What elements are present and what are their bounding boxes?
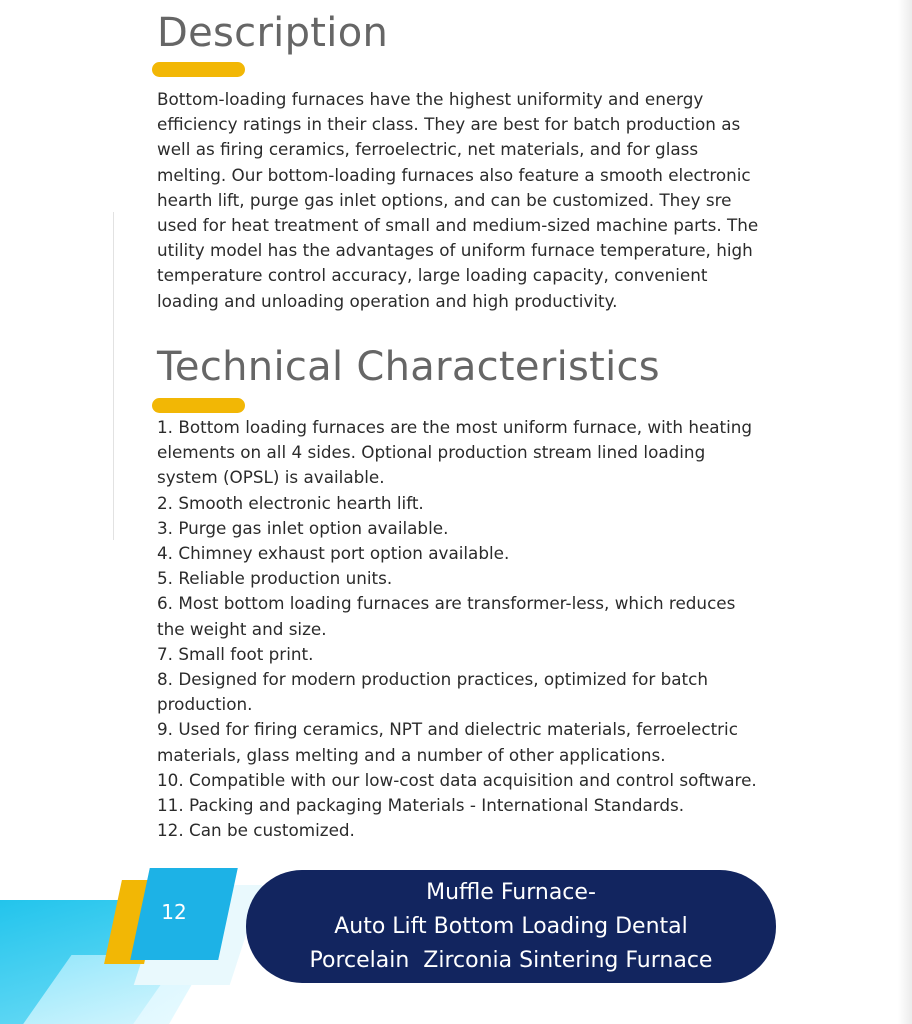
list-item: 12. Can be customized. bbox=[157, 820, 355, 841]
technical-heading-underline bbox=[152, 398, 245, 413]
list-item: 2. Smooth electronic hearth lift. bbox=[157, 492, 424, 513]
list-item: 11. Packing and packaging Materials - International Standards. bbox=[157, 795, 685, 816]
product-title-line: Porcelain Zirconia Sintering Furnace bbox=[309, 947, 713, 973]
description-heading-underline bbox=[152, 62, 245, 77]
list-item: 7. Small foot print. bbox=[157, 643, 314, 664]
list-item: 5. Reliable production units. bbox=[157, 568, 393, 589]
left-margin-rule bbox=[113, 212, 114, 540]
description-heading: Description bbox=[157, 10, 389, 56]
list-item: 3. Purge gas inlet option available. bbox=[157, 517, 449, 538]
list-item: 1. Bottom loading furnaces are the most uniform furnace, with heating elements on all 4 sides. Optional production stream lined loading system (OPSL) is available. bbox=[157, 417, 753, 488]
list-item: 10. Compatible with our low-cost data acquisition and control software. bbox=[157, 769, 757, 790]
product-title-line: Auto Lift Bottom Loading Dental bbox=[334, 913, 688, 939]
list-item: 9. Used for firing ceramics, NPT and dielectric materials, ferroelectric materials, glass melting and a number of other applications. bbox=[157, 719, 738, 765]
product-title-line: Muffle Furnace- bbox=[426, 879, 596, 905]
description-body: Bottom-loading furnaces have the highest uniformity and energy efficiency ratings in their class. They are best for batch production as well as firing ceramics, ferroelectric, net materials, and for glass melting. Our bottom-loading furnaces also feature a smooth electronic hearth lift, purge gas inlet options, and can be customized. They sre used for heat treatment of small and medium-sized machine parts. The utility model has the advantages of uniform furnace temperature, high temperature control accuracy, large loading capacity, convenient loading and unloading operation and high productivity. bbox=[157, 89, 759, 311]
technical-list bbox=[157, 415, 767, 843]
list-item: 8. Designed for modern production practices, optimized for batch production. bbox=[157, 669, 708, 715]
list-item: 6. Most bottom loading furnaces are transformer-less, which reduces the weight and size. bbox=[157, 593, 736, 639]
list-item: 4. Chimney exhaust port option available. bbox=[157, 543, 510, 564]
page-number: 12 bbox=[161, 900, 187, 924]
page-edge-shadow bbox=[898, 0, 912, 1024]
product-title-banner bbox=[246, 870, 776, 983]
technical-heading: Technical Characteristics bbox=[157, 344, 660, 390]
